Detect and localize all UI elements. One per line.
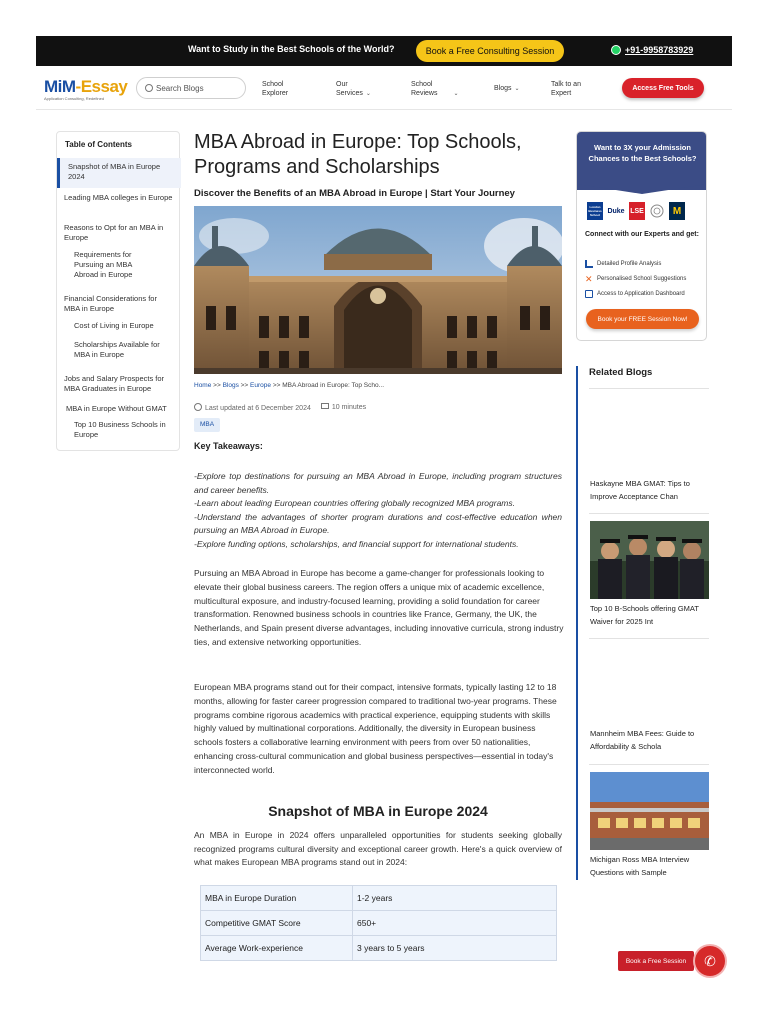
toc-item-requirements[interactable]: Requirements for Pursuing an MBA Abroad in Europe [74,250,133,279]
phone-icon: ✆ [704,953,716,969]
school-logos [587,202,685,220]
toc-item-financial[interactable]: Financial Considerations for MBA in Europe [64,294,157,313]
key-takeaways [194,470,562,552]
table-cell: Competitive GMAT Score [201,911,353,936]
site-logo[interactable]: MiM-Essay [44,77,128,96]
table-of-contents [56,131,180,451]
promo-header-arrow [577,180,707,194]
michigan-logo: M [669,202,685,220]
section-heading: Snapshot of MBA in Europe 2024 [268,803,488,819]
takeaway-item: -Learn about leading European countries offering globally recognized MBA programs. [194,498,515,509]
related-blogs [576,366,707,880]
divider [589,388,709,389]
page-title: MBA Abroad in Europe: Top Schools, Programs and Scholarships [194,131,522,178]
top-promo-bar [36,36,732,66]
related-blog-thumbnail[interactable] [590,772,709,850]
divider [589,513,709,514]
lse-logo: LSE [629,202,645,220]
toc-item-snapshot[interactable]: Snapshot of MBA in Europe 2024 [57,158,181,188]
table-cell: MBA in Europe Duration [201,886,353,911]
access-free-tools-button[interactable]: Access Free Tools [622,78,704,98]
table-cell: 1-2 years [353,886,557,911]
admission-promo-card [576,131,707,341]
toc-item-without-gmat[interactable]: MBA in Europe Without GMAT [66,404,167,413]
toc-item-jobs-salary[interactable]: Jobs and Salary Prospects for MBA Graduates in Europe [64,374,165,393]
duke-logo: Duke [607,207,625,215]
floating-book-session-button[interactable]: Book a Free Session [618,951,694,971]
table-cell: 3 years to 5 years [353,936,557,961]
table-cell: Average Work-experience [201,936,353,961]
phone-number[interactable]: +91-9958783929 [625,45,694,55]
promo-heading: Want to 3X your Admission Chances to the Best Schools? [588,143,697,163]
last-updated: Last updated at 6 December 2024 [194,403,311,412]
key-takeaways-heading: Key Takeaways: [194,441,263,451]
logo-tagline: Application Consulting, Redefined [44,96,105,101]
main-nav [36,66,732,110]
takeaway-item: -Explore top destinations for pursuing an MBA Abroad in Europe, including program structures and career benefits. [194,471,562,495]
table-cell: 650+ [353,911,557,936]
clock-icon [194,403,202,411]
search-icon [145,84,153,92]
related-blog-link[interactable]: Mannheim MBA Fees: Guide to Affordability & Schola [590,729,695,751]
whatsapp-icon [611,45,621,55]
related-blog-link[interactable]: Top 10 B-Schools offering GMAT Waiver for 2025 Int [590,604,699,626]
nav-talk-to-expert[interactable]: Talk to an Expert [551,81,581,97]
dashboard-icon [585,290,593,298]
category-tag[interactable]: MBA [194,418,220,432]
book-icon [321,403,329,409]
chevron-down-icon: ⌄ [365,91,371,97]
chart-icon [585,260,593,268]
book-consulting-button[interactable]: Book a Free Consulting Session [416,40,564,62]
nav-our-services[interactable]: Our Services ⌄ [336,81,371,97]
article-subtitle: Discover the Benefits of an MBA Abroad in Europe | Start Your Journey [194,188,515,199]
toc-item-scholarships[interactable]: Scholarships Available for MBA in Europe [74,340,160,359]
floating-call-button[interactable] [695,946,725,976]
book-free-session-button[interactable]: Book your FREE Session Now! [586,309,699,329]
toc-title: Table of Contents [65,140,132,149]
snapshot-table [200,885,557,961]
takeaway-item: -Explore funding options, scholarships, and financial support for international students. [194,538,519,549]
nav-school-reviews[interactable]: School Reviews ⌄ [411,81,459,97]
feature-profile-analysis: Detailed Profile Analysis [585,260,661,268]
breadcrumb-europe[interactable]: Europe [250,382,272,389]
breadcrumb-home[interactable]: Home [194,382,212,389]
chevron-down-icon: ⌄ [453,91,459,97]
breadcrumb-current: MBA Abroad in Europe: Top Scho... [282,382,385,389]
intro-paragraph: Pursuing an MBA Abroad in Europe has become a game-changer for professionals looking to elevate their global business careers. The region offers a unique mix of academic excellence, multicultural exposure, and industry-focused learning, providing a solid foundation for career transformation. Renowned business schools in countries like France, Germany, the UK, the Netherlands, and Spain present diverse advantages, including innovative curricula, strong industry ties, and extensive networking opportunities. [194,568,564,647]
breadcrumb: Home >> Blogs >> Europe >> MBA Abroad in Europe: Top Scho... [194,382,385,389]
divider [589,764,709,765]
divider [589,638,709,639]
toc-item-top-10[interactable]: Top 10 Business Schools in Europe [74,420,166,439]
related-blog-link[interactable]: Michigan Ross MBA Interview Questions with Sample [590,855,690,877]
shuffle-icon: ✕ [585,274,593,284]
nav-school-explorer[interactable]: School Explorer [262,81,289,97]
related-blogs-title: Related Blogs [589,367,653,378]
feature-application-dashboard: Access to Application Dashboard [585,290,685,298]
programs-paragraph: European MBA programs stand out for their compact, intensive formats, typically lasting 12 to 18 months, allowing for faster career progression compared to traditional two-year programs. These programs combine rigorous academics with practical experience, equipping students with skills highly valued by multinational corporations. Additionally, the diversity in European business schools fosters a collaborative learning environment with peers from over 50 nationalities, enhancing cross-cultural communication and global business perspectives—essential in today's interconnected world. [194,682,557,775]
breadcrumb-blogs[interactable]: Blogs [222,382,239,389]
hero-image [194,206,562,374]
table-row [201,911,557,936]
feature-school-suggestions: ✕ Personalised School Suggestions [585,274,687,284]
promo-text: Want to Study in the Best Schools of the World? [188,44,395,54]
related-blog-thumbnail[interactable] [590,521,709,599]
search-input[interactable] [136,77,246,99]
article-meta [194,403,366,412]
toc-item-reasons[interactable]: Reasons to Opt for an MBA in Europe [64,223,164,242]
related-blog-link[interactable]: Haskayne MBA GMAT: Tips to Improve Acceptance Chan [590,479,690,501]
section-paragraph: An MBA in Europe in 2024 offers unparalleled opportunities for students seeking globally recognized programs cultural diversity and exceptional career growth. Here's a quick overview of what makes European MBA programs stand out in 2024: [194,830,562,868]
connect-text: Connect with our Experts and get: [585,231,699,238]
phone-link[interactable] [611,45,693,55]
read-time: 10 minutes [321,403,366,412]
toc-item-cost-of-living[interactable]: Cost of Living in Europe [74,321,154,330]
search-placeholder: Search Blogs [156,83,204,93]
nav-blogs[interactable]: Blogs ⌄ [494,85,520,92]
table-row [201,936,557,961]
toc-item-leading-colleges[interactable]: Leading MBA colleges in Europe [64,193,173,202]
chevron-down-icon: ⌄ [514,86,520,92]
seal-logo [649,202,665,220]
takeaway-item: -Understand the advantages of shorter program durations and cost-effective education when pursuing an MBA Abroad in Europe. [194,511,562,536]
table-row [201,886,557,911]
lbs-logo: London Business School [587,202,603,220]
